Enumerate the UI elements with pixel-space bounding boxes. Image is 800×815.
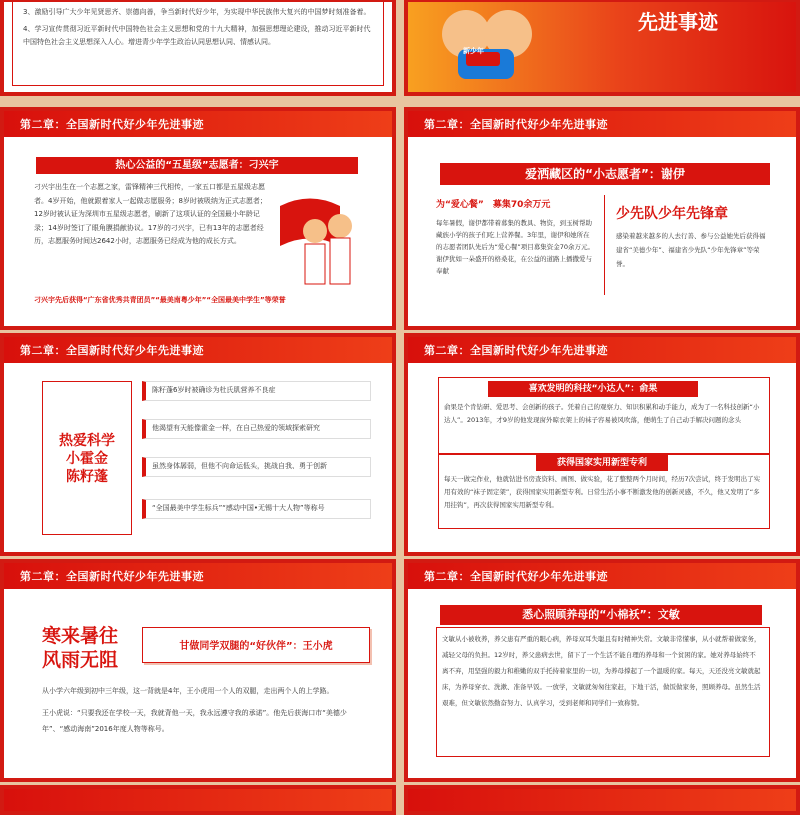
slide-wenmin[interactable] bbox=[404, 559, 800, 782]
slide-text bbox=[23, 6, 375, 49]
fact-item bbox=[142, 457, 371, 477]
side-line: 风雨无阻 bbox=[42, 649, 119, 671]
story-text: 从小学六年级到初中三年级，这一背就是4年，王小虎用一个人的双腿，走出两个人的上学路。 bbox=[42, 687, 334, 695]
slide-title-bar: 悉心照顾养母的“小棉袄”：文敏 bbox=[440, 605, 762, 625]
chapter-title: 第二章：全国新时代好少年先进事迹 bbox=[20, 570, 204, 583]
fact-item bbox=[142, 499, 371, 519]
slide-top-left[interactable] bbox=[0, 0, 396, 96]
honor-heading: 少先队少年先锋章 bbox=[616, 206, 728, 222]
slide-yuguo[interactable] bbox=[404, 333, 800, 556]
text-line: 3、激励引导广大少年见贤思齐、崇德向善，争当新时代好少年，为实现中华民族伟大复兴的中国梦时刻准备着。 bbox=[23, 8, 371, 16]
story-text: 每天一做完作业，他就钻进书房查资料、画图、做实验，花了整整两个月时间，经历7次尝试，终于发明出了实用有效的“袜子固定架”，获得国家实用新型专利。日常生活小事不断激发他的创新灵感，不久，他又发明了“多用挂钩”，再次获得国家实用新型专利。 bbox=[444, 475, 761, 509]
chapter-title: 第二章：全国新时代好少年先进事迹 bbox=[424, 118, 608, 131]
story-text: 文敏从小被收养，养父患有严重的眼心病，养母双耳失聪且有时精神失常。文敏非常懂事，从小就帮着做家务，减轻父母的负担。12岁时，养父患病去世，留下了一个生活不能自理的养母和一个贫困的家。她对养母始终不离不弃，用坚强的毅力和稚嫩的双手托持着家里的一切，为养母撑起了一个温暖的家。每天，天还没亮文敏就起床，为养母穿衣、洗漱、准备早饭。一放学，文敏就匆匆往家赶，下地干活，做饭做家务，照顾养母。虽然生活艰难，但文敏依然勤奋努力、认真学习，受到老师和同学们一致称赞。 bbox=[442, 635, 761, 707]
chapter-header bbox=[4, 337, 392, 363]
kids-illustration-icon bbox=[428, 0, 538, 84]
fundraise-heading: 为“爱心餐” 募集70余万元 bbox=[436, 200, 551, 210]
fact-text: 陈籽蓬6岁时被确诊为杜氏肌营养不良症 bbox=[152, 386, 276, 394]
slide-top-right[interactable] bbox=[404, 0, 800, 96]
name-line: 热爱科学 bbox=[59, 433, 115, 449]
honor-text: 刁兴宇先后获得“广东省优秀共青团员”“最美南粤少年”“全国最美中学生”等荣誉 bbox=[34, 296, 286, 304]
name-box bbox=[42, 381, 132, 535]
story-text: 俞果是个肯钻研、爱思考、会创新的孩子。凭着自己的观察力、知识积累和动手能力，成为了一名科技创新“小达人”。2013年，才9岁的他发现窗外晾衣架上的袜子容易被风吹落，便萌生了自己动手解决问题的念头 bbox=[444, 403, 760, 424]
chapter-header bbox=[408, 563, 796, 589]
section-title-bar: 喜欢发明的科技“小达人”：俞果 bbox=[488, 381, 698, 397]
chapter-title: 第二章：全国新时代好少年先进事迹 bbox=[424, 344, 608, 357]
divider bbox=[604, 195, 605, 295]
side-line: 寒来暑往 bbox=[42, 625, 119, 647]
story-text: 刁兴宇出生在一个志愿之家，雷锋精神三代相传，一家五口都是五星级志愿者。4岁开始，他就跟着家人一起做志愿服务；8岁时被吸纳为正式志愿者；12岁时被认证为深圳市五星级志愿者，刷新了这项认证的全国最小年龄记录；14岁时签订了眼角膜捐献协议。17岁的刁兴宇，已有13年的志愿者经历，志愿服务时间达2642小时，志愿服务已经成为他的成长方式。 bbox=[34, 183, 267, 245]
name-line: 陈籽蓬 bbox=[66, 469, 108, 485]
slide-title-bar: 爱洒藏区的“小志愿者”：谢伊 bbox=[440, 163, 770, 185]
badge-label: 新少年 bbox=[463, 47, 484, 55]
chapter-title: 第二章：全国新时代好少年先进事迹 bbox=[424, 570, 608, 583]
chapter-title: 第二章：全国新时代好少年先进事迹 bbox=[20, 118, 204, 131]
section-title-bar: 获得国家实用新型专利 bbox=[536, 455, 668, 471]
slide-wangxiaohu[interactable] bbox=[0, 559, 396, 782]
slide-title: 甘做同学双腿的“好伙伴”：王小虎 bbox=[179, 641, 333, 652]
name-line: 小霍金 bbox=[66, 451, 108, 467]
slide-chenzipeng[interactable] bbox=[0, 333, 396, 556]
slide-xingyu[interactable] bbox=[0, 107, 396, 330]
chapter-header bbox=[408, 337, 796, 363]
fact-text: “全国最美中学生标兵”“感动中国•无锡十大人物”等称号 bbox=[152, 504, 325, 512]
text-line: 4、学习宣传贯彻习近平新时代中国特色社会主义思想和党的十九大精神，加强思想理论建设，推动习近平新时代中国特色社会主义思想深入人心。增进青少年学生政治认同思想认同、情感认同。 bbox=[23, 25, 371, 46]
chapter-title: 第二章：全国新时代好少年先进事迹 bbox=[20, 344, 204, 357]
chapter-header bbox=[4, 111, 392, 137]
slide-bottom-left[interactable] bbox=[0, 785, 396, 815]
fact-item bbox=[142, 381, 371, 401]
chapter-header bbox=[4, 563, 392, 589]
chapter-header bbox=[408, 111, 796, 137]
story-text: 王小虎说：“只要我还在学校一天，我就背他一天，我永远遵守我的承诺”。他先后获海口市“美德少年”、“感动海南”2016年度人物等称号。 bbox=[42, 709, 347, 733]
slide-title: 先进事迹 bbox=[638, 10, 718, 34]
fact-text: 他渴望有天能像霍金一样，在自己热爱的领域探索研究 bbox=[152, 424, 320, 432]
slide-bottom-right[interactable] bbox=[404, 785, 800, 815]
fact-item bbox=[142, 419, 371, 439]
chapter-header bbox=[408, 789, 796, 815]
flag-kids-icon bbox=[270, 186, 370, 296]
slide-xieyi[interactable] bbox=[404, 107, 800, 330]
chapter-header bbox=[4, 789, 392, 815]
honor-text: 感染着越来越多的人去行善、参与公益她先后获得福建省“美德少年”、福建省少先队“少年先锋章”等荣誉。 bbox=[616, 232, 766, 268]
story-text: 每年暑假，谢伊都带着募集的教具、物资，到玉树帮助藏族小学的孩子们吃上营养餐。3年里，谢伊和她所在的志愿者团队先后为“爱心餐”项目募集资金70余万元。谢伊犹如一朵盛开的格桑花，在公益的道路上播撒爱与奉献 bbox=[436, 219, 595, 275]
slide-title-bar: 热心公益的“五星级”志愿者：刁兴宇 bbox=[36, 157, 358, 174]
fact-text: 虽然身体孱弱，但他不向命运低头，挑战自我、勇于创新 bbox=[152, 462, 327, 470]
